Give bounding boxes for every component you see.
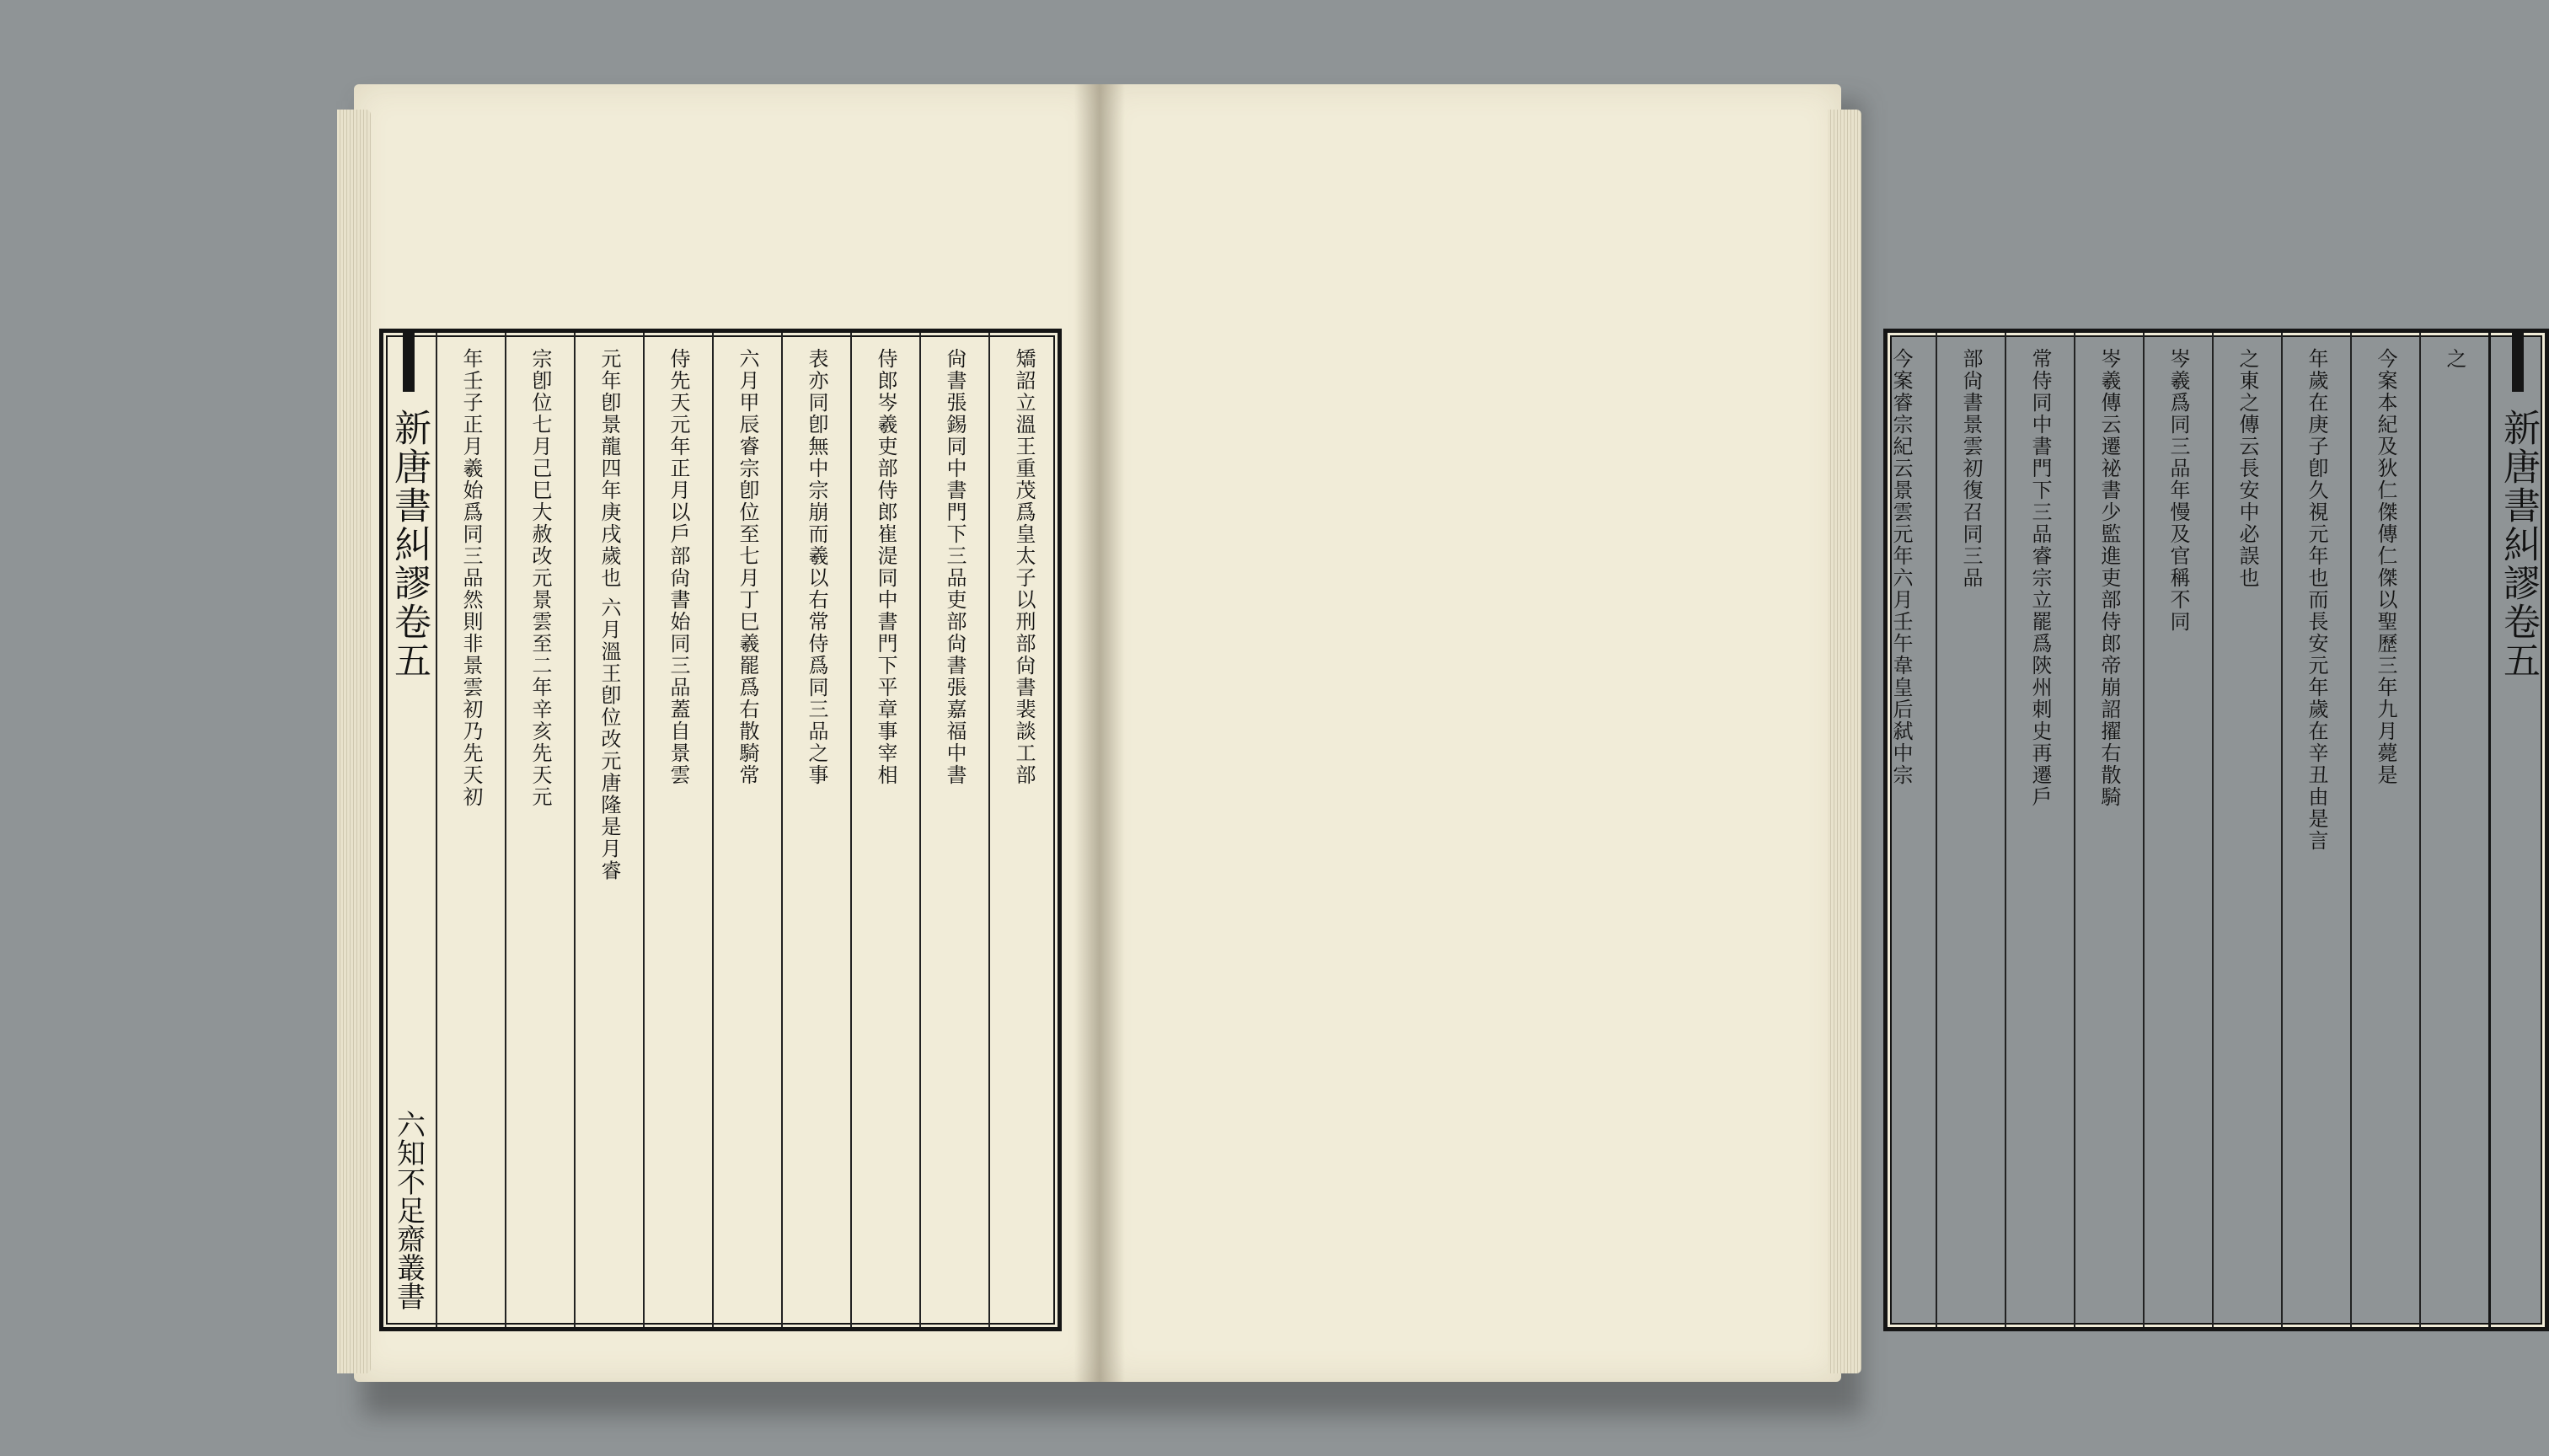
column-text: 部尙書景雲初復召同三品 — [1959, 348, 1983, 589]
left-page-frame — [379, 329, 1062, 1331]
right-banxin — [2488, 333, 2545, 1327]
column-text: 元年卽景龍四年庚戌歲也 六月溫王卽位改元唐隆是月睿 — [597, 348, 621, 882]
text-column — [436, 333, 505, 1327]
column-text: 侍郎岑羲吏部侍郎崔湜同中書門下平章事宰相 — [874, 348, 897, 786]
text-column — [850, 333, 919, 1327]
text-column — [919, 333, 988, 1327]
column-text: 宗卽位七月己巳大赦改元景雲至二年辛亥先天元 — [528, 348, 552, 808]
column-text: 表亦同卽無中宗崩而羲以右常侍爲同三品之事 — [805, 348, 828, 786]
left-page-edges — [337, 110, 371, 1373]
banxin-publisher — [388, 1110, 430, 1310]
text-column — [1866, 333, 1936, 1327]
text-column — [2005, 333, 2074, 1327]
open-book — [354, 84, 2540, 1399]
text-column — [988, 333, 1058, 1327]
publisher-name: 知不足齋叢書 — [391, 1138, 426, 1310]
column-text: 今案睿宗紀云景雲元年六月壬午韋皇后弑中宗 — [1889, 348, 1913, 786]
text-column — [574, 333, 643, 1327]
column-text: 常侍同中書門下三品睿宗立罷爲陝州刺史再遷戶 — [2028, 348, 2052, 808]
text-column — [712, 333, 781, 1327]
left-page — [354, 84, 1100, 1382]
column-text: 尙書張錫同中書門下三品吏部尙書張嘉福中書 — [943, 348, 967, 786]
left-banxin — [379, 333, 436, 1327]
book-gutter — [1074, 84, 1125, 1382]
column-text: 矯詔立溫王重茂爲皇太子以刑部尙書裴談工部 — [1012, 348, 1036, 786]
text-column — [2419, 333, 2488, 1327]
text-column — [2281, 333, 2350, 1327]
fishtail-mark — [2512, 333, 2524, 392]
text-column — [2212, 333, 2281, 1327]
text-column — [2143, 333, 2212, 1327]
right-page — [1100, 84, 2540, 1382]
column-text: 年壬子正月羲始爲同三品然則非景雲初乃先天初 — [459, 348, 483, 808]
text-column — [1936, 333, 2005, 1327]
column-text: 岑羲爲同三品年慢及官稱不同 — [2166, 348, 2190, 633]
text-column — [2074, 333, 2143, 1327]
column-text: 年歲在庚子卽久視元年也而長安元年歲在辛丑由是言 — [2305, 348, 2328, 852]
banxin-title: 新唐書糾謬卷五 — [2497, 409, 2540, 680]
column-text: 之東之傳云長安中必誤也 — [2236, 348, 2259, 589]
right-page-edges — [1828, 110, 1861, 1373]
column-text: 今案本紀及狄仁傑傳仁傑以聖歷三年九月薨是 — [2374, 348, 2397, 786]
text-column — [505, 333, 574, 1327]
column-text: 侍先天元年正月以戶部尙書始同三品蓋自景雲 — [667, 348, 690, 786]
text-column — [643, 333, 712, 1327]
page-number: 六 — [391, 1110, 426, 1138]
column-text: 岑羲傳云遷祕書少監進吏部侍郎帝崩詔擢右散騎 — [2097, 348, 2121, 808]
text-column — [781, 333, 850, 1327]
column-text: 六月甲辰睿宗卽位至七月丁巳羲罷爲右散騎常 — [736, 348, 759, 786]
right-page-frame — [1883, 329, 2549, 1331]
text-column — [2350, 333, 2419, 1327]
banxin-title: 新唐書糾謬卷五 — [388, 409, 431, 680]
column-text: 之 — [2443, 348, 2466, 370]
fishtail-mark — [403, 333, 415, 392]
